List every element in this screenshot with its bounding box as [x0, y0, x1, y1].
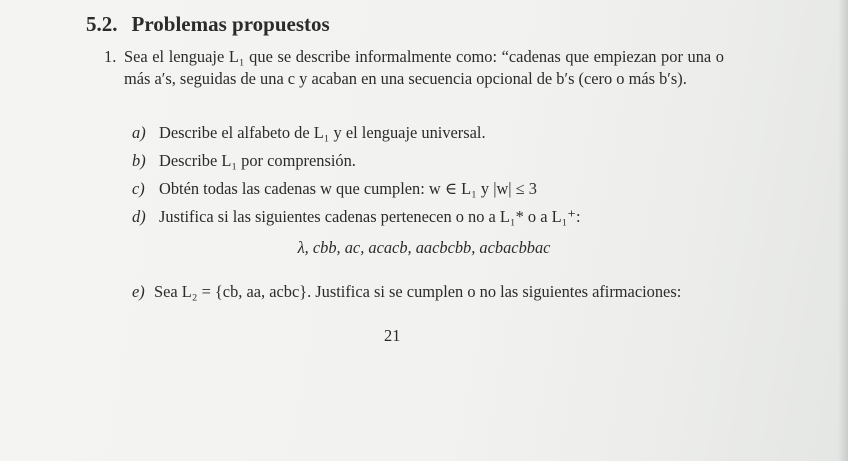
strings-list: λ, cbb, ac, acacb, aacbcbb, acbacbbac [297, 238, 551, 257]
subitem-text: Justifica si las siguientes cadenas pertenecen o no a L₁* o a L₁⁺: [159, 207, 581, 226]
subitem-label: d) [132, 207, 146, 226]
subitem-text: Sea L₂ = {cb, aa, acbc}. Justifica si se cumplen o no las siguientes afirmaciones: [154, 282, 682, 301]
subitem-label: a) [132, 123, 146, 142]
subitem-label: b) [132, 151, 146, 170]
problem-statement: Sea el lenguaje L₁ que se describe informalmente como: “cadenas que empiezan por una o más a′s, seguidas de una c y acaban en una secuencia opcional de b′s (cero o más b′s). [124, 47, 724, 88]
problem-number: 1. [104, 47, 117, 66]
section-heading [86, 12, 330, 37]
subitem-text: Describe el alfabeto de L₁ y el lenguaje universal. [159, 123, 486, 142]
subitem-d [132, 206, 732, 234]
subitem-list [132, 122, 732, 234]
section-number: 5.2. [86, 12, 118, 36]
section-title: Problemas propuestos [131, 12, 330, 36]
problem-1 [104, 46, 724, 90]
subitem-text: Describe L₁ por comprensión. [159, 151, 356, 170]
subitem-c [132, 178, 732, 206]
page-edge-shadow [838, 0, 848, 461]
subitem-label: e) [132, 282, 145, 301]
page-number: 21 [384, 326, 401, 345]
subitem-label: c) [132, 179, 145, 198]
subitem-e [132, 282, 681, 302]
subitem-b [132, 150, 732, 178]
subitem-text: Obtén todas las cadenas w que cumplen: w ∈ L₁ y |w| ≤ 3 [159, 179, 537, 198]
subitem-a [132, 122, 732, 150]
strings-formula [0, 238, 848, 258]
